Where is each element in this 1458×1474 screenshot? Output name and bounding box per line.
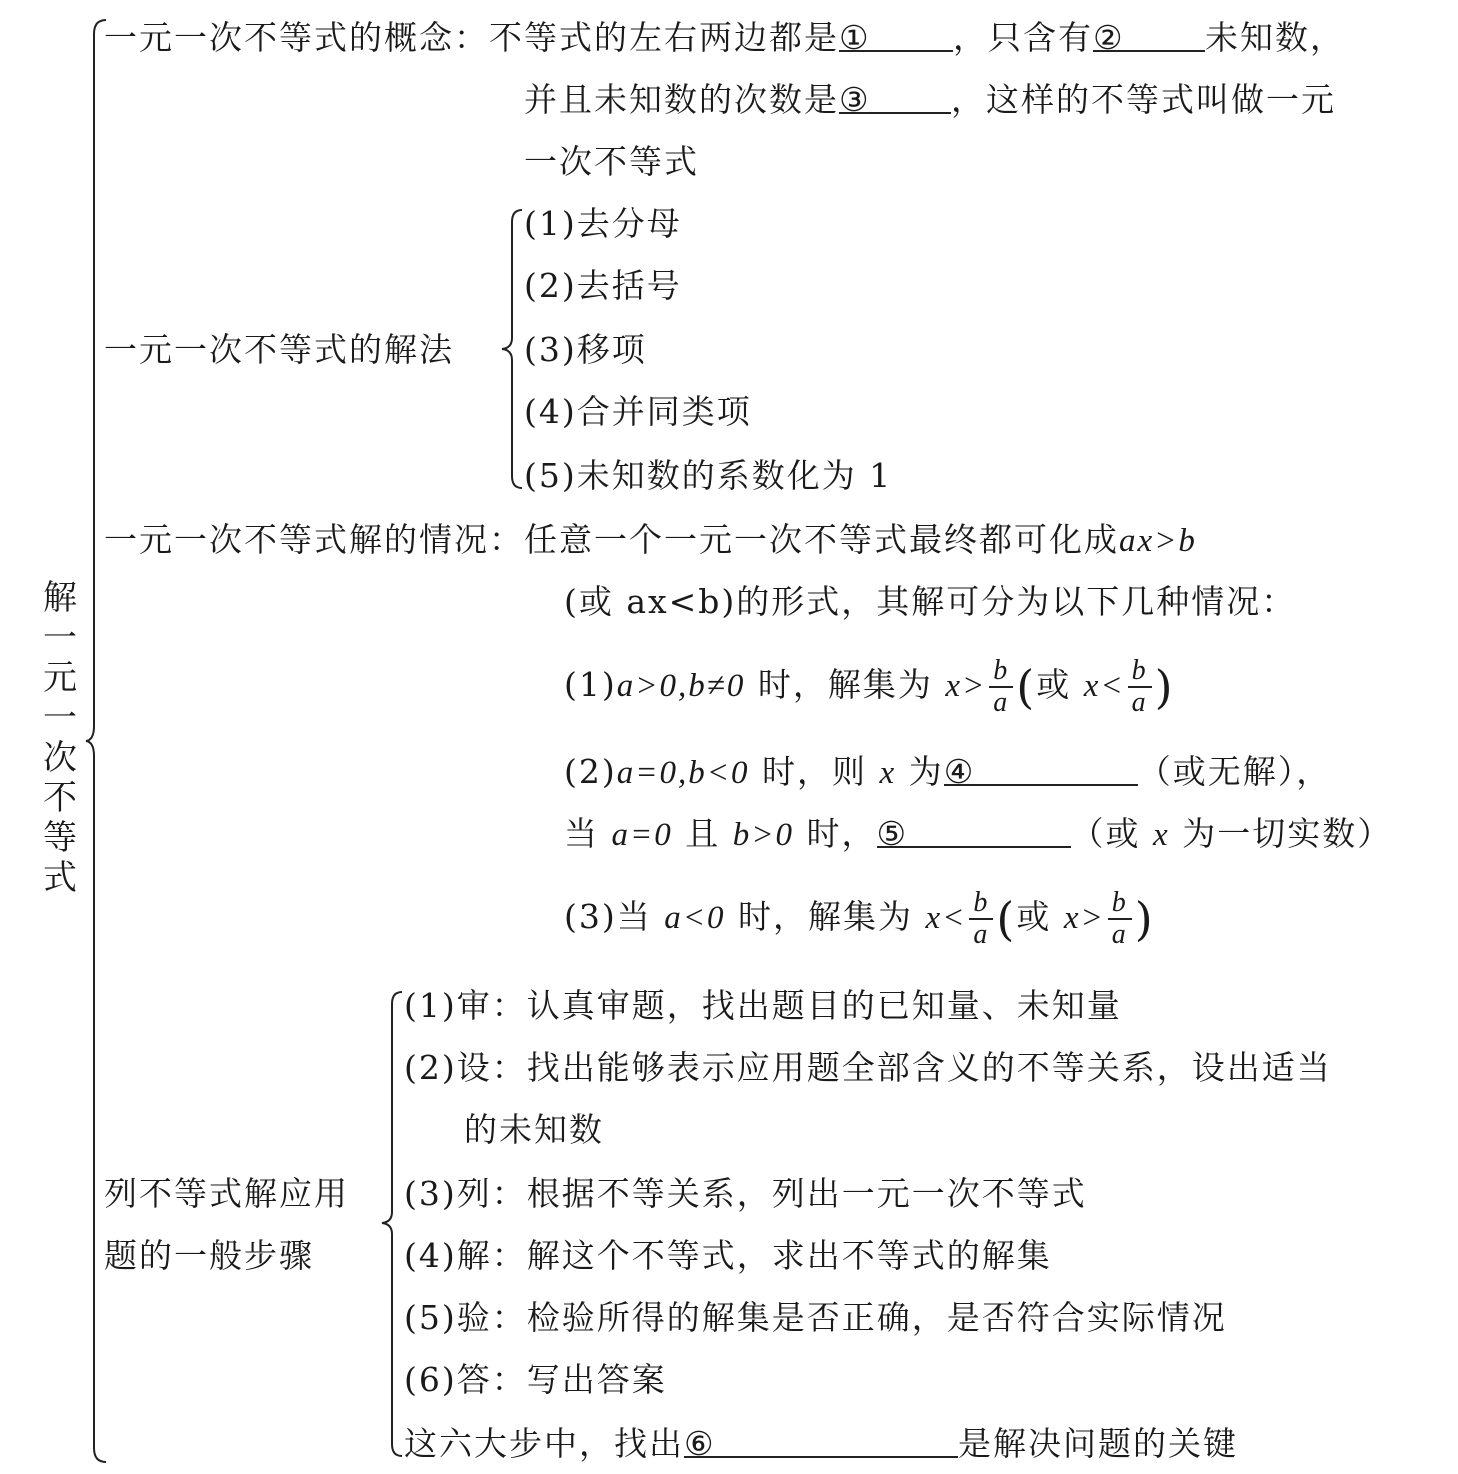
fraction-b-over-a: $\frac{b}{a}$ bbox=[989, 656, 1013, 718]
application-brace bbox=[380, 990, 404, 1460]
method-step-4: (4)合并同类项 bbox=[524, 392, 752, 431]
blank-6[interactable]: ⑥ bbox=[684, 1424, 958, 1458]
page-title: 解一元一次不等式 bbox=[43, 578, 77, 898]
fraction-b-over-a: $\frac{b}{a}$ bbox=[1108, 888, 1132, 950]
concept-line-1: 一元一次不等式的概念：不等式的左右两边都是① ，只含有② 未知数， bbox=[104, 18, 1345, 57]
application-step-2b: 的未知数 bbox=[464, 1110, 604, 1149]
concept-line-3: 一次不等式 bbox=[524, 142, 699, 181]
case-2b: 当 a=0 且 b>0 时，⑤ （或 x 为一切实数） bbox=[564, 814, 1393, 853]
method-label: 一元一次不等式的解法 bbox=[104, 330, 454, 369]
method-step-2: (2)去括号 bbox=[524, 266, 682, 305]
fraction-b-over-a: $\frac{b}{a}$ bbox=[1128, 656, 1152, 718]
application-label-2: 题的一般步骤 bbox=[104, 1236, 314, 1275]
blank-2[interactable]: ② bbox=[1093, 18, 1205, 52]
concept-label: 一元一次不等式的概念： bbox=[104, 18, 489, 57]
cases-label: 一元一次不等式解的情况： bbox=[104, 520, 524, 559]
blank-1[interactable]: ① bbox=[839, 18, 953, 52]
application-step-6: (6)答：写出答案 bbox=[404, 1360, 667, 1399]
method-step-1: (1)去分母 bbox=[524, 204, 682, 243]
application-step-4: (4)解：解这个不等式，求出不等式的解集 bbox=[404, 1236, 1052, 1275]
application-step-7: 这六大步中，找出⑥ 是解决问题的关键 bbox=[404, 1424, 1238, 1463]
fraction-b-over-a: $\frac{b}{a}$ bbox=[969, 888, 993, 950]
application-step-2a: (2)设：找出能够表示应用题全部含义的不等关系，设出适当 bbox=[404, 1048, 1332, 1087]
method-brace bbox=[500, 208, 524, 490]
case-2: (2)a=0,b<0 时，则 x 为④ （或无解）， bbox=[564, 752, 1332, 791]
cases-line-1: 一元一次不等式解的情况：任意一个一元一次不等式最终都可化成ax>b bbox=[104, 520, 1197, 559]
blank-3[interactable]: ③ bbox=[839, 80, 951, 114]
application-step-1: (1)审：认真审题，找出题目的已知量、未知量 bbox=[404, 986, 1122, 1025]
case-1: (1)a>0,b≠0 时，解集为 x> $\frac{b}{a}$ (或 x< $\frac{b}{a}$ ) bbox=[564, 655, 1175, 718]
blank-5[interactable]: ⑤ bbox=[877, 814, 1071, 848]
blank-4[interactable]: ④ bbox=[944, 752, 1138, 786]
application-step-3: (3)列：根据不等关系，列出一元一次不等式 bbox=[404, 1174, 1087, 1213]
method-step-3: (3)移项 bbox=[524, 330, 647, 369]
method-step-5: (5)未知数的系数化为 1 bbox=[524, 456, 893, 495]
concept-line-2: 并且未知数的次数是③ ，这样的不等式叫做一元 bbox=[524, 80, 1336, 119]
application-step-5: (5)验：检验所得的解集是否正确，是否符合实际情况 bbox=[404, 1298, 1227, 1337]
application-label-1: 列不等式解应用 bbox=[104, 1174, 349, 1213]
cases-line-2: (或 ax<b)的形式，其解可分为以下几种情况： bbox=[564, 582, 1297, 621]
case-3: (3)当 a<0 时，解集为 x< $\frac{b}{a}$ (或 x> $\frac{b}{a}$ ) bbox=[564, 887, 1155, 950]
